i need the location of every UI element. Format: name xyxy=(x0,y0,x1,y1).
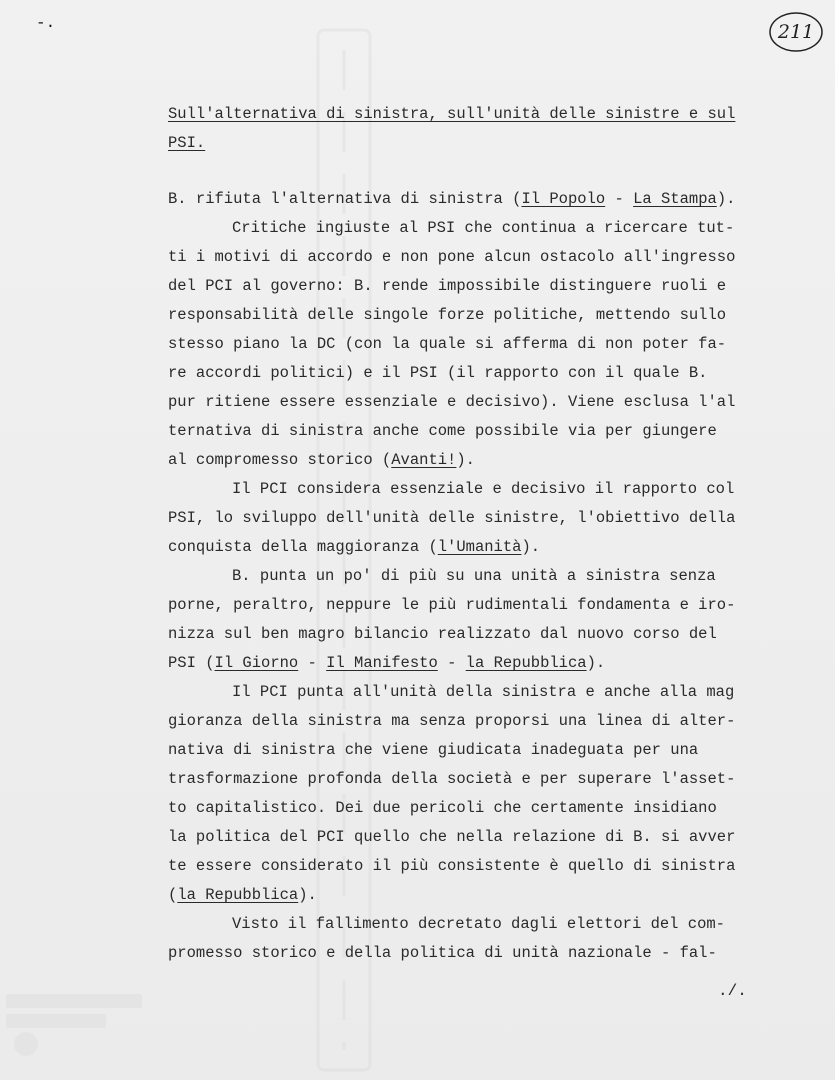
source-il-manifesto: Il Manifesto xyxy=(326,654,438,672)
document-heading xyxy=(168,100,748,158)
p3-end: ). xyxy=(521,538,541,556)
p5-line: gioranza della sinistra ma senza proporsi una linea di alter- xyxy=(168,712,736,730)
page-number-stamp xyxy=(766,10,826,54)
paragraph-3 xyxy=(168,475,768,562)
p4-end: ). xyxy=(586,654,606,672)
p4-line: nizza sul ben magro bilancio realizzato dal nuovo corso del xyxy=(168,625,717,643)
paragraph-2 xyxy=(168,214,768,475)
p4-line: B. punta un po' di più su una unità a sinistra senza xyxy=(232,567,716,585)
source-avanti: Avanti! xyxy=(391,451,457,469)
p3-line: PSI, lo sviluppo dell'unità delle sinistre, l'obiettivo della xyxy=(168,509,736,527)
p5-last-line xyxy=(168,881,768,910)
p5-line: Il PCI punta all'unità della sinistra e anche alla mag xyxy=(232,683,735,701)
page-number: 211 xyxy=(777,21,815,43)
p4-sep: - xyxy=(298,654,327,672)
p6-line: Visto il fallimento decretato dagli elettori del com- xyxy=(232,915,725,933)
p2-line: responsabilità delle singole forze politiche, mettendo sullo xyxy=(168,306,727,324)
p2-last-text: al compromesso storico ( xyxy=(168,451,392,469)
p2-line: ti i motivi di accordo e non pone alcun ostacolo all'ingresso xyxy=(168,248,736,266)
p2-line: stesso piano la DC (con la quale si afferma di non poter fa- xyxy=(168,335,727,353)
heading-text: Sull'alternativa di sinistra, sull'unità delle sinistre e sul PSI. xyxy=(168,105,736,152)
source-la-stampa: La Stampa xyxy=(633,190,717,208)
p1-sep: - xyxy=(605,190,634,208)
document-body xyxy=(168,185,768,968)
p3-line: Il PCI considera essenziale e decisivo il rapporto col xyxy=(232,480,735,498)
p1-text: B. rifiuta l'alternativa di sinistra ( xyxy=(168,190,522,208)
p2-line: ternativa di sinistra anche come possibile via per giungere xyxy=(168,422,717,440)
p5-line: trasformazione profonda della società e per superare l'asset- xyxy=(168,770,736,788)
corner-mark: -. xyxy=(36,14,56,32)
p3-last-text: conquista della maggioranza ( xyxy=(168,538,438,556)
p2-line: pur ritiene essere essenziale e decisivo). Viene esclusa l'al xyxy=(168,393,736,411)
p2-end: ). xyxy=(456,451,475,469)
source-la-repubblica-2: la Repubblica xyxy=(177,886,299,904)
p3-last-line xyxy=(168,533,768,562)
p5-line: la politica del PCI quello che nella relazione di B. si avver xyxy=(168,828,736,846)
p5-last-text: ( xyxy=(168,886,178,904)
paragraph-5 xyxy=(168,678,768,910)
source-l-umanita: l'Umanità xyxy=(437,538,522,556)
source-la-repubblica: la Repubblica xyxy=(465,654,587,672)
paragraph-6 xyxy=(168,910,768,968)
p2-line: del PCI al governo: B. rende impossibile distinguere ruoli e xyxy=(168,277,727,295)
p5-line: te essere considerato il più consistente è quello di sinistra xyxy=(168,857,736,875)
p4-last-text: PSI ( xyxy=(168,654,215,672)
p2-line: re accordi politici) e il PSI (il rapporto con il quale B. xyxy=(168,364,708,382)
p4-line: porne, peraltro, neppure le più rudimentali fondamenta e iro- xyxy=(168,596,736,614)
p2-last-line xyxy=(168,446,768,475)
p4-last-line xyxy=(168,649,768,678)
p5-line: to capitalistico. Dei due pericoli che certamente insidiano xyxy=(168,799,717,817)
p1-end: ). xyxy=(716,190,736,208)
paragraph-1 xyxy=(168,185,768,214)
continuation-mark: ./. xyxy=(718,982,747,1000)
p5-end: ). xyxy=(298,886,317,904)
p6-line: promesso storico e della politica di unità nazionale - fal- xyxy=(168,944,717,962)
fondazione-logo-watermark xyxy=(4,990,144,1060)
p2-line: Critiche ingiuste al PSI che continua a ricercare tut- xyxy=(232,219,735,237)
source-il-popolo: Il Popolo xyxy=(521,190,606,208)
paragraph-4 xyxy=(168,562,768,678)
p5-line: nativa di sinistra che viene giudicata inadeguata per una xyxy=(168,741,699,759)
source-il-giorno: Il Giorno xyxy=(214,654,299,672)
p4-sep: - xyxy=(437,654,466,672)
